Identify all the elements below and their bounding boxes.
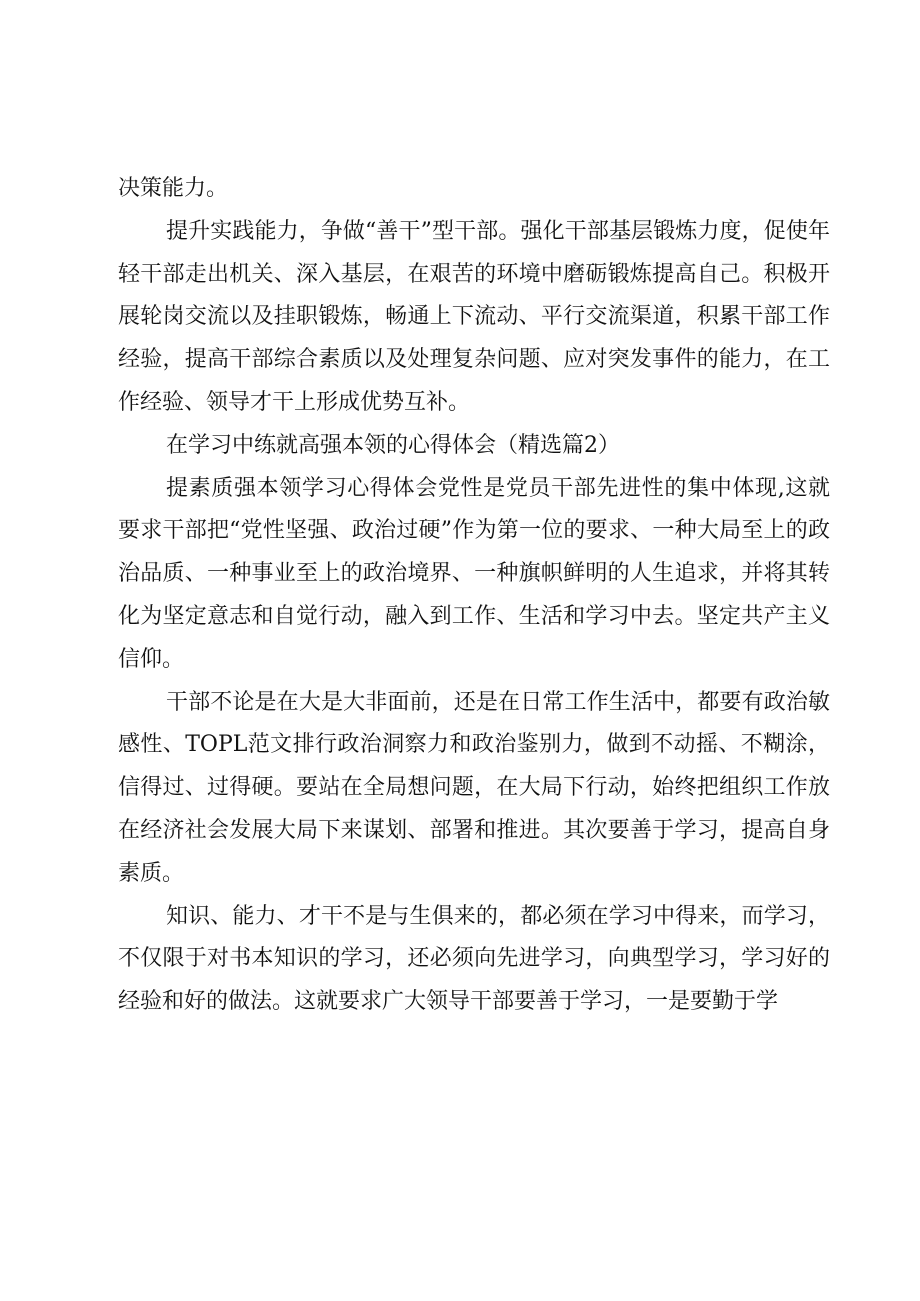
paragraph-political-sensitivity: 干部不论是在大是大非面前，还是在日常工作生活中，都要有政治敏感性、TOPL范文排行政治洞察力和政治鉴别力，做到不动摇、不糊涂，信得过、过得硬。要站在全局想问题，在大局下行动，始终把组织工作放在经济社会发展大局下来谋划、部署和推进。其次要善于学习，提高自身素质。 [118, 689, 830, 886]
document-body [118, 168, 830, 1024]
paragraph-continuation: 决策能力。 [118, 176, 229, 201]
paragraph-learning: 知识、能力、才干不是与生俱来的，都必须在学习中得来，而学习，不仅限于对书本知识的学习，还必须向先进学习，向典型学习，学习好的经验和好的做法。这就要求广大领导干部要善于学习，一是要勤于学 [118, 903, 830, 1015]
paragraph-party-spirit: 提素质强本领学习心得体会党性是党员干部先进性的集中体现,这就要求干部把“党性坚强、政治过硬”作为第一位的要求、一种大局至上的政治品质、一种事业至上的政治境界、一种旗帜鲜明的人生追求，并将其转化为坚定意志和自觉行动，融入到工作、生活和学习中去。坚定共产主义信仰。 [118, 475, 830, 672]
section-heading: 在学习中练就高强本领的心得体会（精选篇2） [166, 432, 620, 458]
paragraph-practice-ability: 提升实践能力，争做“善干”型干部。强化干部基层锻炼力度，促使年轻干部走出机关、深入基层，在艰苦的环境中磨砺锻炼提高自己。积极开展轮岗交流以及挂职锻炼，畅通上下流动、平行交流渠道，积累干部工作经验，提高干部综合素质以及处理复杂问题、应对突发事件的能力，在工作经验、领导才干上形成优势互补。 [118, 218, 830, 415]
